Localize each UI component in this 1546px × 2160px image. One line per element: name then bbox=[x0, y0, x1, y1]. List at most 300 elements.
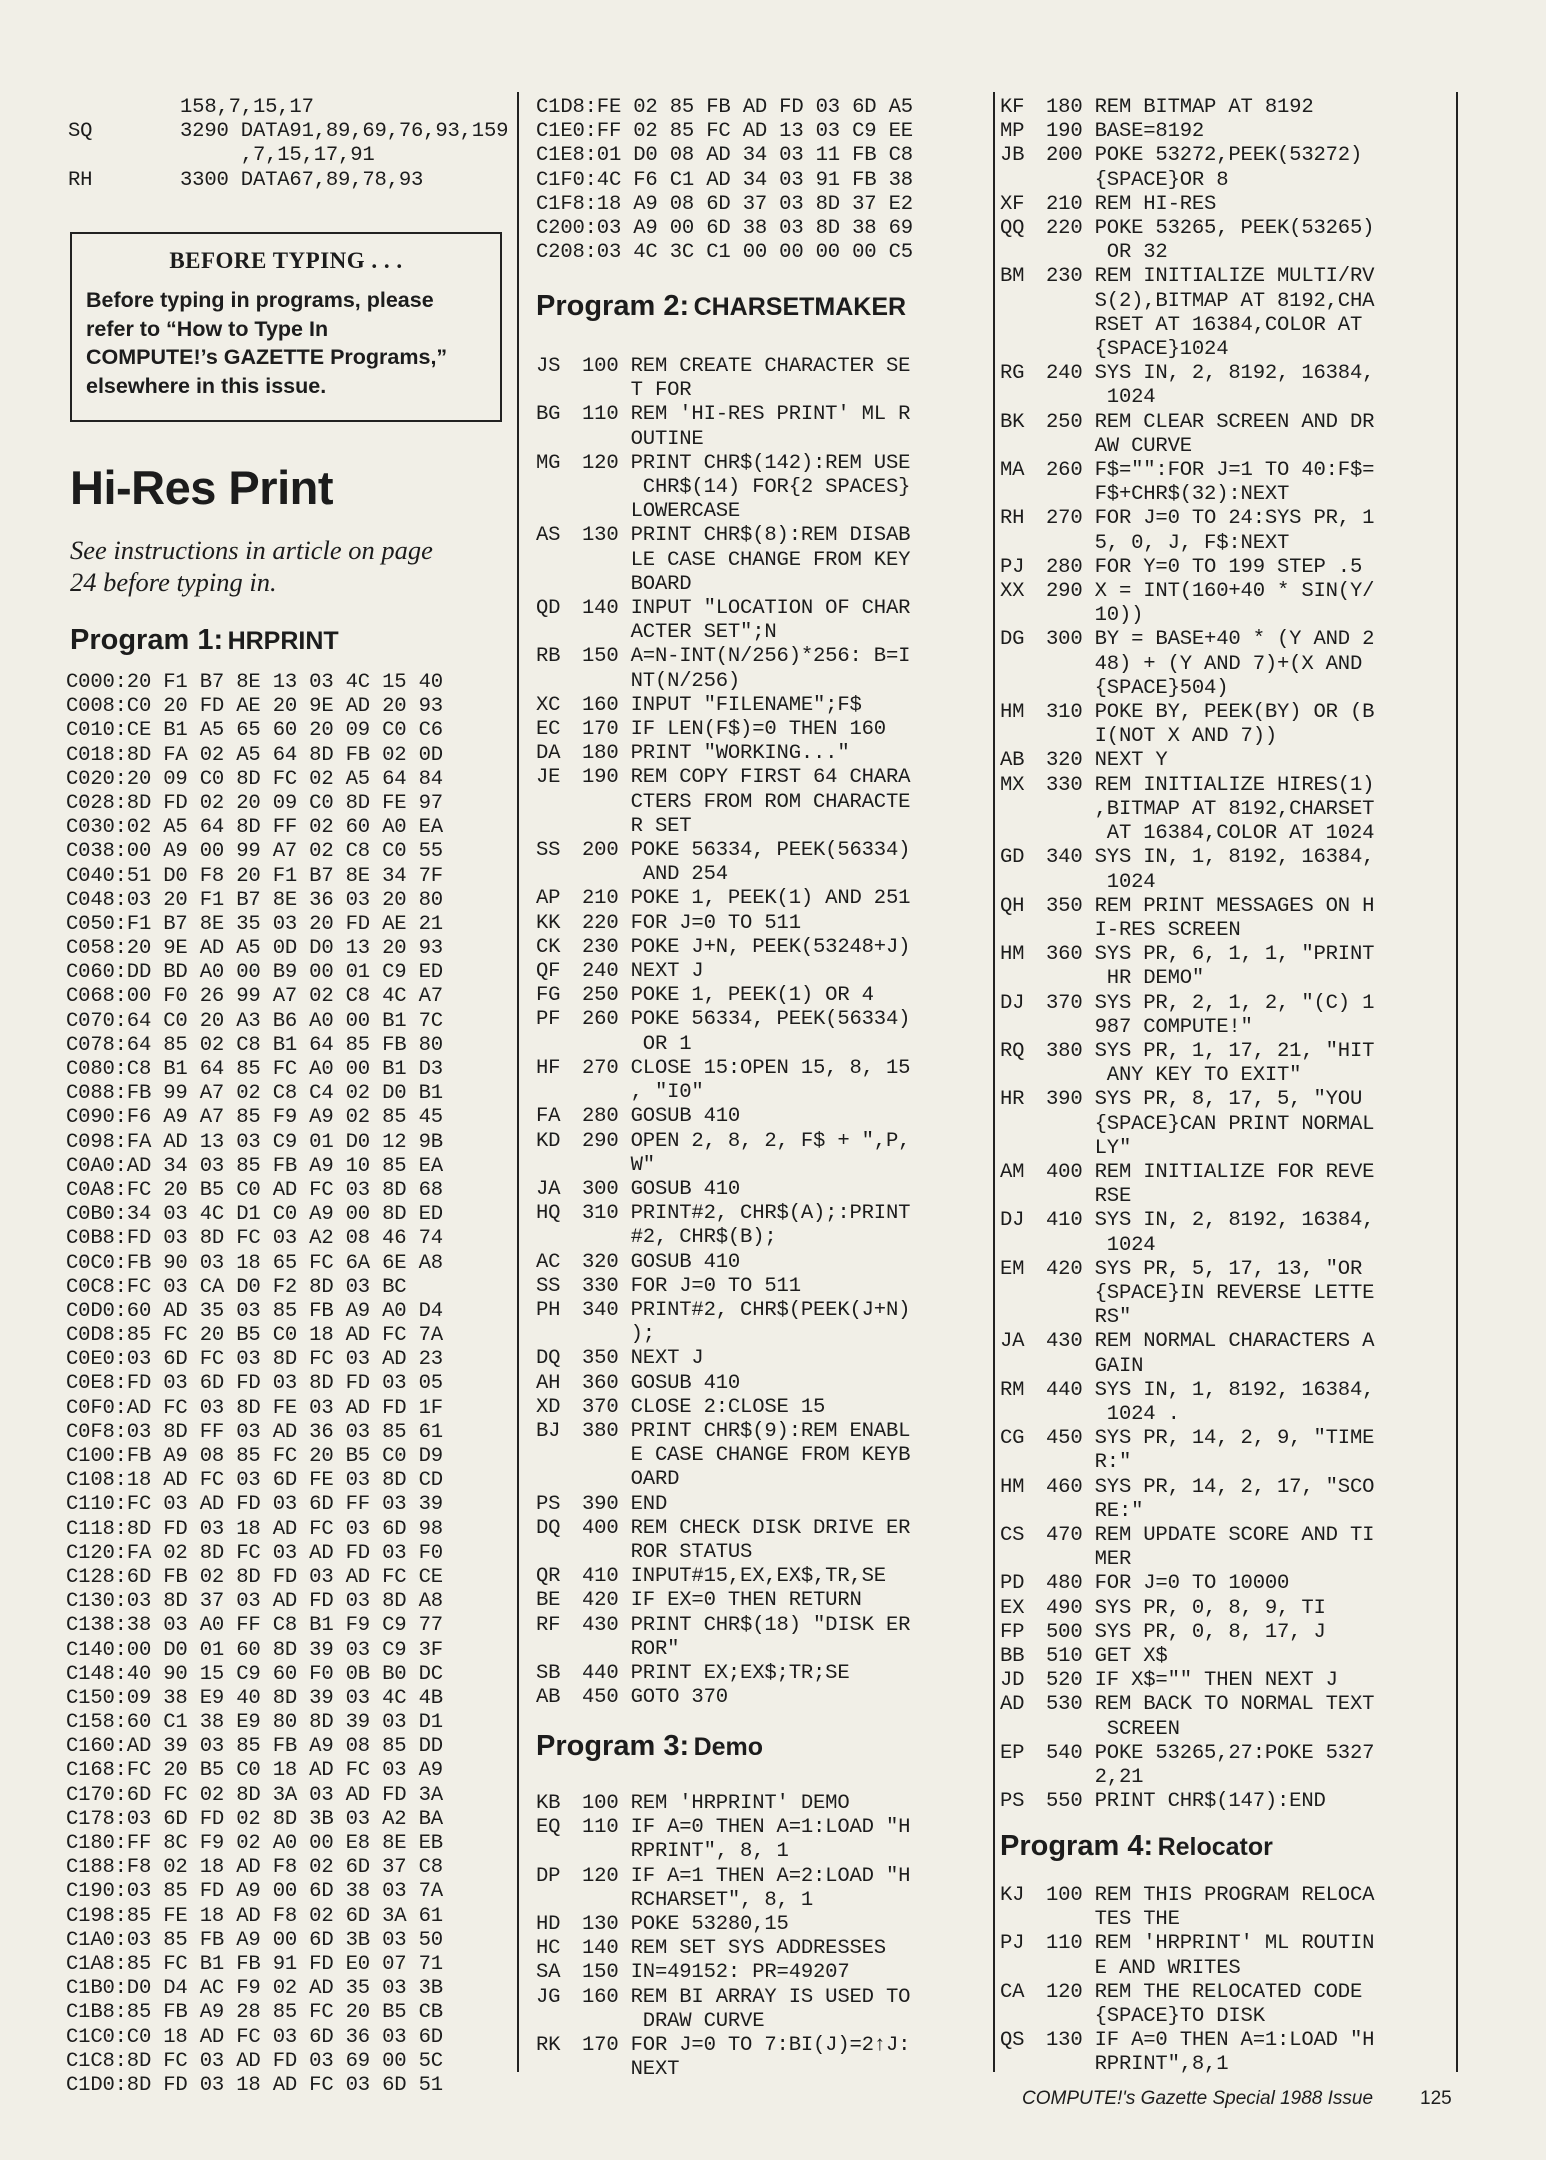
line-checksum bbox=[536, 1840, 582, 1864]
line-code: 290 X = INT(160+40 * SIN(Y/ bbox=[1046, 580, 1375, 604]
line-checksum: JD bbox=[1000, 1669, 1025, 1693]
line-checksum: QH bbox=[1000, 894, 1025, 918]
line-checksum bbox=[1000, 1306, 1046, 1330]
listing-line: C140:00 D0 01 60 8D 39 03 C9 3F bbox=[66, 1638, 443, 1662]
program-line bbox=[1000, 1693, 1374, 1717]
line-code: ,7,15,17,91 bbox=[180, 144, 375, 168]
program-line bbox=[1000, 217, 1374, 241]
line-checksum: BK bbox=[1000, 410, 1025, 434]
program-line bbox=[536, 1840, 910, 1864]
listing-line: C058:20 9E AD A5 0D D0 13 20 93 bbox=[66, 937, 443, 961]
line-code: ANY KEY TO EXIT" bbox=[1046, 1064, 1302, 1088]
line-checksum: EX bbox=[1000, 1596, 1025, 1620]
line-code: T FOR bbox=[582, 379, 692, 403]
program-line bbox=[536, 1913, 910, 1937]
line-code: I(NOT X AND 7)) bbox=[1046, 725, 1278, 749]
line-code: 160 REM BI ARRAY IS USED TO bbox=[582, 1985, 911, 2009]
program-line bbox=[1000, 2029, 1374, 2053]
program-line bbox=[1000, 701, 1374, 725]
listing-line: C040:51 D0 F8 20 F1 B7 8E 34 7F bbox=[66, 864, 443, 888]
line-code: 170 FOR J=0 TO 7:BI(J)=2↑J: bbox=[582, 2034, 911, 2058]
program-line bbox=[536, 1565, 910, 1589]
box-heading: BEFORE TYPING . . . bbox=[169, 248, 403, 273]
line-checksum: EP bbox=[1000, 1741, 1025, 1765]
line-code: 320 GOSUB 410 bbox=[582, 1250, 741, 1274]
line-code: 100 REM THIS PROGRAM RELOCA bbox=[1046, 1884, 1375, 1907]
line-checksum: AS bbox=[536, 524, 561, 548]
line-code: 1024 bbox=[1046, 870, 1156, 894]
line-checksum bbox=[536, 1468, 582, 1492]
line-code: AT 16384,COLOR AT 1024 bbox=[1046, 822, 1375, 846]
before-typing-box bbox=[70, 232, 502, 422]
program-line bbox=[536, 839, 910, 863]
line-code: E CASE CHANGE FROM KEYB bbox=[582, 1444, 911, 1468]
listing-line: C0D8:85 FC 20 B5 C0 18 AD FC 7A bbox=[66, 1324, 443, 1348]
column-rule-far-right bbox=[1456, 92, 1458, 2072]
program-line bbox=[1000, 1403, 1374, 1427]
program-line bbox=[1000, 1932, 1374, 1956]
program-line bbox=[1000, 1524, 1374, 1548]
line-code: 380 PRINT CHR$(9):REM ENABL bbox=[582, 1419, 911, 1443]
line-checksum: EC bbox=[536, 718, 561, 742]
program-line bbox=[536, 960, 910, 984]
line-checksum bbox=[1000, 1403, 1046, 1427]
line-checksum bbox=[1000, 1137, 1046, 1161]
line-checksum bbox=[536, 573, 582, 597]
line-checksum: SS bbox=[536, 1274, 561, 1298]
line-checksum bbox=[1000, 919, 1046, 943]
line-checksum: CK bbox=[536, 935, 561, 959]
listing-line: C0B8:FD 03 8D FC 03 A2 08 46 74 bbox=[66, 1227, 443, 1251]
program-line bbox=[536, 1937, 910, 1961]
listing-line: C208:03 4C 3C C1 00 00 00 00 C5 bbox=[536, 241, 913, 265]
line-checksum bbox=[1000, 2053, 1046, 2077]
line-code: 440 PRINT EX;EX$;TR;SE bbox=[582, 1661, 850, 1685]
line-code: RS" bbox=[1046, 1306, 1132, 1330]
line-checksum bbox=[1000, 483, 1046, 507]
line-code: 130 PRINT CHR$(8):REM DISAB bbox=[582, 524, 911, 548]
line-code: 210 POKE 1, PEEK(1) AND 251 bbox=[582, 887, 911, 911]
program-line bbox=[1000, 1161, 1374, 1185]
line-checksum bbox=[1000, 1355, 1046, 1379]
line-code: 120 REM THE RELOCATED CODE bbox=[1046, 1980, 1363, 2004]
line-code: RSE bbox=[1046, 1185, 1132, 1209]
line-code: 130 IF A=0 THEN A=1:LOAD "H bbox=[1046, 2029, 1375, 2053]
listing-line: C1A8:85 FC B1 FB 91 FD E0 07 71 bbox=[66, 1952, 443, 1976]
line-code: 1024 bbox=[1046, 1233, 1156, 1257]
program-line bbox=[536, 1008, 910, 1032]
line-code: 140 REM SET SYS ADDRESSES bbox=[582, 1937, 886, 1961]
program-line bbox=[536, 597, 910, 621]
line-checksum: DP bbox=[536, 1864, 561, 1888]
listing-line: C0D0:60 AD 35 03 85 FB A9 A0 D4 bbox=[66, 1299, 443, 1323]
line-code: BOARD bbox=[582, 572, 692, 596]
program-line bbox=[536, 1517, 910, 1541]
program-1-heading bbox=[70, 624, 339, 657]
line-checksum bbox=[536, 1323, 582, 1347]
line-checksum: HF bbox=[536, 1056, 561, 1080]
program-line bbox=[536, 355, 910, 379]
program-line bbox=[536, 1372, 910, 1396]
program-line bbox=[536, 1081, 910, 1105]
program-line bbox=[1000, 580, 1374, 604]
program-line bbox=[1000, 1548, 1374, 1572]
program-line bbox=[1000, 1427, 1374, 1451]
line-checksum bbox=[536, 379, 582, 403]
line-checksum bbox=[536, 1081, 582, 1105]
listing-line: C1F8:18 A9 08 6D 37 03 8D 37 E2 bbox=[536, 192, 913, 216]
program-line bbox=[536, 670, 910, 694]
line-code: RPRINT",8,1 bbox=[1046, 2053, 1229, 2077]
program-line bbox=[1000, 459, 1374, 483]
line-checksum bbox=[536, 549, 582, 573]
line-code: 230 REM INITIALIZE MULTI/RV bbox=[1046, 265, 1375, 289]
line-checksum bbox=[536, 1154, 582, 1178]
program-line bbox=[1000, 1742, 1374, 1766]
line-code: 420 SYS PR, 5, 17, 13, "OR bbox=[1046, 1257, 1363, 1281]
listing-line: C158:60 C1 38 E9 80 8D 39 03 D1 bbox=[66, 1711, 443, 1735]
line-checksum bbox=[1000, 2005, 1046, 2029]
line-checksum: AB bbox=[1000, 749, 1025, 773]
listing-line: C128:6D FB 02 8D FD 03 AD FC CE bbox=[66, 1565, 443, 1589]
program-line bbox=[536, 1638, 910, 1662]
listing-line: C160:AD 39 03 85 FB A9 08 85 DD bbox=[66, 1735, 443, 1759]
line-checksum bbox=[536, 621, 582, 645]
line-checksum: HM bbox=[1000, 943, 1025, 967]
program-line bbox=[1000, 1234, 1374, 1258]
line-checksum bbox=[1000, 1016, 1046, 1040]
line-code: RE:" bbox=[1046, 1499, 1144, 1523]
listing-line: C0E8:FD 03 6D FD 03 8D FD 03 05 bbox=[66, 1372, 443, 1396]
line-code: 450 SYS PR, 14, 2, 9, "TIME bbox=[1046, 1427, 1375, 1451]
page-number: 125 bbox=[1420, 2088, 1452, 2109]
program-line bbox=[1000, 556, 1374, 580]
program-line bbox=[536, 936, 910, 960]
line-checksum bbox=[1000, 290, 1046, 314]
program-line bbox=[536, 791, 910, 815]
program-line bbox=[1000, 1258, 1374, 1282]
line-code: 440 SYS IN, 1, 8192, 16384, bbox=[1046, 1378, 1375, 1402]
line-code: 430 REM NORMAL CHARACTERS A bbox=[1046, 1330, 1375, 1354]
program-2-name: CHARSETMAKER bbox=[693, 293, 907, 321]
program-line bbox=[536, 1686, 910, 1710]
line-checksum bbox=[1000, 241, 1046, 265]
listing-line: C1C0:C0 18 AD FC 03 6D 36 03 6D bbox=[66, 2025, 443, 2049]
program-line bbox=[1000, 314, 1374, 338]
line-checksum bbox=[536, 1033, 582, 1057]
line-code: 270 FOR J=0 TO 24:SYS PR, 1 bbox=[1046, 507, 1375, 531]
line-code: 140 INPUT "LOCATION OF CHAR bbox=[582, 597, 911, 621]
program-line bbox=[1000, 1645, 1374, 1669]
line-code: DRAW CURVE bbox=[582, 2009, 765, 2033]
program-line bbox=[536, 573, 910, 597]
line-code: 400 REM INITIALIZE FOR REVE bbox=[1046, 1160, 1375, 1184]
program-line bbox=[536, 379, 910, 403]
program-line bbox=[1000, 798, 1374, 822]
line-checksum: PJ bbox=[1000, 555, 1025, 579]
program-line bbox=[1000, 1209, 1374, 1233]
line-code: {SPACE}TO DISK bbox=[1046, 2005, 1265, 2029]
line-code: 530 REM BACK TO NORMAL TEXT bbox=[1046, 1693, 1375, 1717]
program-line bbox=[1000, 1908, 1374, 1932]
line-code: 460 SYS PR, 14, 2, 17, "SCO bbox=[1046, 1475, 1375, 1499]
listing-line: C110:FC 03 AD FD 03 6D FF 03 39 bbox=[66, 1493, 443, 1517]
line-code: 2,21 bbox=[1046, 1766, 1144, 1790]
line-code: RPRINT", 8, 1 bbox=[582, 1840, 789, 1864]
line-code: NEXT bbox=[582, 2058, 680, 2082]
line-checksum bbox=[536, 476, 582, 500]
line-checksum bbox=[1000, 1957, 1046, 1981]
line-checksum: JS bbox=[536, 355, 561, 378]
program-line bbox=[1000, 1451, 1374, 1475]
program-line bbox=[536, 1033, 910, 1057]
program-line bbox=[1000, 1064, 1374, 1088]
line-code: I-RES SCREEN bbox=[1046, 918, 1241, 942]
top-listing bbox=[68, 96, 508, 193]
program-4-heading bbox=[1000, 1830, 1273, 1863]
line-checksum bbox=[536, 2058, 582, 2082]
line-code: 3300 DATA67,89,78,93 bbox=[180, 168, 424, 192]
column-rule-right bbox=[993, 92, 995, 2072]
line-checksum: BM bbox=[1000, 265, 1025, 289]
line-checksum: CA bbox=[1000, 1980, 1025, 2004]
listing-line: C118:8D FD 03 18 AD FC 03 6D 98 bbox=[66, 1517, 443, 1541]
line-code: ROR" bbox=[582, 1637, 680, 1661]
line-checksum: DQ bbox=[536, 1516, 561, 1540]
line-checksum: KD bbox=[536, 1129, 561, 1153]
line-code: 340 SYS IN, 1, 8192, 16384, bbox=[1046, 846, 1375, 870]
line-checksum bbox=[1000, 604, 1046, 628]
line-code: 400 REM CHECK DISK DRIVE ER bbox=[582, 1516, 911, 1540]
line-code: 10)) bbox=[1046, 604, 1144, 628]
line-code: 150 A=N-INT(N/256)*256: B=I bbox=[582, 645, 911, 669]
program-line bbox=[536, 887, 910, 911]
listing-line: C190:03 85 FD A9 00 6D 38 03 7A bbox=[66, 1880, 443, 1904]
program-line bbox=[1000, 1718, 1374, 1742]
program-line bbox=[536, 863, 910, 887]
line-checksum: HM bbox=[1000, 1475, 1025, 1499]
program-line bbox=[1000, 1766, 1374, 1790]
line-code: 240 SYS IN, 2, 8192, 16384, bbox=[1046, 362, 1375, 386]
listing-line: C1C8:8D FC 03 AD FD 03 69 00 5C bbox=[66, 2049, 443, 2073]
program-4-prefix: Program 4: bbox=[1000, 1830, 1154, 1862]
program-line bbox=[536, 1444, 910, 1468]
line-code: 450 GOTO 370 bbox=[582, 1686, 728, 1710]
line-code: 370 CLOSE 2:CLOSE 15 bbox=[582, 1395, 826, 1419]
line-code: 120 IF A=1 THEN A=2:LOAD "H bbox=[582, 1864, 911, 1888]
line-checksum: AP bbox=[536, 887, 561, 911]
program-line bbox=[536, 1420, 910, 1444]
line-code: 350 NEXT J bbox=[582, 1347, 704, 1371]
article-intro bbox=[70, 534, 433, 598]
line-code: ); bbox=[582, 1323, 655, 1347]
line-code: 180 PRINT "WORKING..." bbox=[582, 742, 850, 766]
line-checksum: SA bbox=[536, 1961, 561, 1985]
program-line bbox=[68, 144, 508, 168]
line-code: OUTINE bbox=[582, 427, 704, 451]
line-checksum: AC bbox=[536, 1250, 561, 1274]
program-line bbox=[536, 524, 910, 548]
listing-line: C1E0:FF 02 85 FC AD 13 03 C9 EE bbox=[536, 120, 913, 144]
line-code: 3290 DATA91,89,69,76,93,159 bbox=[180, 120, 509, 144]
line-checksum bbox=[1000, 1113, 1046, 1137]
line-code: 110 REM 'HI-RES PRINT' ML R bbox=[582, 403, 911, 427]
program-line bbox=[1000, 1669, 1374, 1693]
program-line bbox=[536, 912, 910, 936]
program-line bbox=[536, 1792, 910, 1816]
program-line bbox=[1000, 846, 1374, 870]
program-line bbox=[536, 645, 910, 669]
line-code: 360 GOSUB 410 bbox=[582, 1371, 741, 1395]
program-1-name: HRPRINT bbox=[227, 627, 339, 655]
listing-line: C0F0:AD FC 03 8D FE 03 AD FD 1F bbox=[66, 1396, 443, 1420]
program-line bbox=[536, 428, 910, 452]
line-checksum: RG bbox=[1000, 362, 1025, 386]
listing-line: C008:C0 20 FD AE 20 9E AD 20 93 bbox=[66, 695, 443, 719]
listing-line: C0B0:34 03 4C D1 C0 A9 00 8D ED bbox=[66, 1203, 443, 1227]
line-code: 48) + (Y AND 7)+(X AND bbox=[1046, 652, 1363, 676]
program-line bbox=[1000, 338, 1374, 362]
program-line bbox=[536, 1816, 910, 1840]
program-line bbox=[536, 815, 910, 839]
listing-line: C178:03 6D FD 02 8D 3B 03 A2 BA bbox=[66, 1807, 443, 1831]
line-code: CHR$(14) FOR{2 SPACES} bbox=[582, 476, 911, 500]
program-line bbox=[1000, 749, 1374, 773]
line-checksum: RH bbox=[1000, 507, 1025, 531]
line-checksum: JB bbox=[1000, 144, 1025, 168]
text-line: See instructions in article on page bbox=[70, 535, 433, 565]
line-checksum: CS bbox=[1000, 1523, 1025, 1547]
line-code: 410 SYS IN, 2, 8192, 16384, bbox=[1046, 1209, 1375, 1233]
line-code: 500 SYS PR, 0, 8, 17, J bbox=[1046, 1620, 1326, 1644]
line-code: ROR STATUS bbox=[582, 1540, 753, 1564]
line-code: 410 INPUT#15,EX,EX$,TR,SE bbox=[582, 1565, 886, 1589]
program-line bbox=[1000, 943, 1374, 967]
line-checksum: DA bbox=[536, 742, 561, 766]
line-code: OR 1 bbox=[582, 1032, 692, 1056]
line-checksum bbox=[1000, 1718, 1046, 1742]
line-checksum bbox=[1000, 435, 1046, 459]
line-checksum: PS bbox=[536, 1492, 561, 1516]
line-code: S(2),BITMAP AT 8192,CHA bbox=[1046, 289, 1375, 313]
line-checksum bbox=[1000, 677, 1046, 701]
program-line bbox=[1000, 96, 1374, 120]
line-checksum bbox=[536, 815, 582, 839]
line-checksum: JA bbox=[1000, 1330, 1025, 1354]
line-code: 390 SYS PR, 8, 17, 5, "YOU bbox=[1046, 1088, 1363, 1112]
program-line bbox=[1000, 774, 1374, 798]
line-checksum: BG bbox=[536, 403, 561, 427]
line-checksum: PS bbox=[1000, 1790, 1025, 1814]
listing-line: C020:20 09 C0 8D FC 02 A5 64 84 bbox=[66, 767, 443, 791]
line-code: 510 GET X$ bbox=[1046, 1645, 1168, 1668]
program-line bbox=[1000, 265, 1374, 289]
program-4-name: Relocator bbox=[1157, 1833, 1273, 1861]
line-code: 158,7,15,17 bbox=[180, 96, 314, 119]
listing-line: C108:18 AD FC 03 6D FE 03 8D CD bbox=[66, 1469, 443, 1493]
line-checksum bbox=[536, 1889, 582, 1913]
program-line bbox=[536, 1130, 910, 1154]
line-code: 200 POKE 53272,PEEK(53272) bbox=[1046, 144, 1363, 168]
line-checksum bbox=[1000, 822, 1046, 846]
program-line bbox=[536, 1986, 910, 2010]
line-code: #2, CHR$(B); bbox=[582, 1226, 777, 1250]
program-line bbox=[1000, 507, 1374, 531]
program-line bbox=[536, 1961, 910, 1985]
line-checksum: HD bbox=[536, 1913, 561, 1937]
line-code: 330 REM INITIALIZE HIRES(1) bbox=[1046, 773, 1375, 797]
program-line bbox=[1000, 386, 1374, 410]
program-line bbox=[536, 549, 910, 573]
line-code: 260 F$="":FOR J=1 TO 40:F$= bbox=[1046, 459, 1375, 483]
line-checksum bbox=[1000, 1064, 1046, 1088]
line-code: 180 REM BITMAP AT 8192 bbox=[1046, 96, 1314, 119]
line-checksum: MA bbox=[1000, 459, 1025, 483]
line-code: HR DEMO" bbox=[1046, 967, 1205, 991]
publication-footer: COMPUTE!'s Gazette Special 1988 Issue bbox=[1022, 2088, 1374, 2109]
line-code: LE CASE CHANGE FROM KEY bbox=[582, 548, 911, 572]
program-line bbox=[536, 1614, 910, 1638]
line-code: GAIN bbox=[1046, 1354, 1144, 1378]
program-line bbox=[536, 742, 910, 766]
line-checksum: MX bbox=[1000, 773, 1025, 797]
line-checksum: JG bbox=[536, 1985, 561, 2009]
line-code: 200 POKE 56334, PEEK(56334) bbox=[582, 839, 911, 863]
listing-line: C198:85 FE 18 AD F8 02 6D 3A 61 bbox=[66, 1904, 443, 1928]
line-code: OR 32 bbox=[1046, 241, 1168, 265]
line-checksum: KF bbox=[1000, 96, 1025, 119]
listing-line: C0A0:AD 34 03 85 FB A9 10 85 EA bbox=[66, 1154, 443, 1178]
program-line bbox=[68, 96, 508, 120]
line-checksum: AB bbox=[536, 1686, 561, 1710]
program-line bbox=[536, 1889, 910, 1913]
line-checksum: QS bbox=[1000, 2029, 1025, 2053]
line-checksum: AH bbox=[536, 1371, 561, 1395]
line-code: RCHARSET", 8, 1 bbox=[582, 1888, 814, 1912]
program-line bbox=[536, 1662, 910, 1686]
line-checksum bbox=[1000, 338, 1046, 362]
listing-line: C038:00 A9 00 99 A7 02 C8 C0 55 bbox=[66, 840, 443, 864]
listing-line: C130:03 8D 37 03 AD FD 03 8D A8 bbox=[66, 1590, 443, 1614]
program-line bbox=[536, 1057, 910, 1081]
line-checksum: SB bbox=[536, 1661, 561, 1685]
line-checksum: PJ bbox=[1000, 1932, 1025, 1956]
program-line bbox=[536, 1323, 910, 1347]
line-checksum bbox=[536, 791, 582, 815]
program-line bbox=[536, 1347, 910, 1371]
program-3-listing-continued bbox=[1000, 96, 1374, 1814]
line-code: LOWERCASE bbox=[582, 500, 741, 524]
line-checksum bbox=[536, 2010, 582, 2034]
program-line bbox=[1000, 1981, 1374, 2005]
line-checksum: FP bbox=[1000, 1620, 1025, 1644]
box-body bbox=[86, 286, 486, 400]
program-line bbox=[1000, 1040, 1374, 1064]
program-line bbox=[536, 1154, 910, 1178]
listing-line: C0E0:03 6D FC 03 8D FC 03 AD 23 bbox=[66, 1348, 443, 1372]
program-line bbox=[1000, 362, 1374, 386]
line-checksum: MG bbox=[536, 451, 561, 475]
listing-line: C170:6D FC 02 8D 3A 03 AD FD 3A bbox=[66, 1783, 443, 1807]
program-line bbox=[536, 621, 910, 645]
line-code: 480 FOR J=0 TO 10000 bbox=[1046, 1572, 1290, 1596]
line-code: AND 254 bbox=[582, 863, 728, 887]
listing-line: C068:00 F0 26 99 A7 02 C8 4C A7 bbox=[66, 985, 443, 1009]
line-checksum bbox=[536, 500, 582, 524]
line-checksum bbox=[1000, 1500, 1046, 1524]
line-checksum bbox=[536, 1226, 582, 1250]
line-checksum: BE bbox=[536, 1589, 561, 1613]
